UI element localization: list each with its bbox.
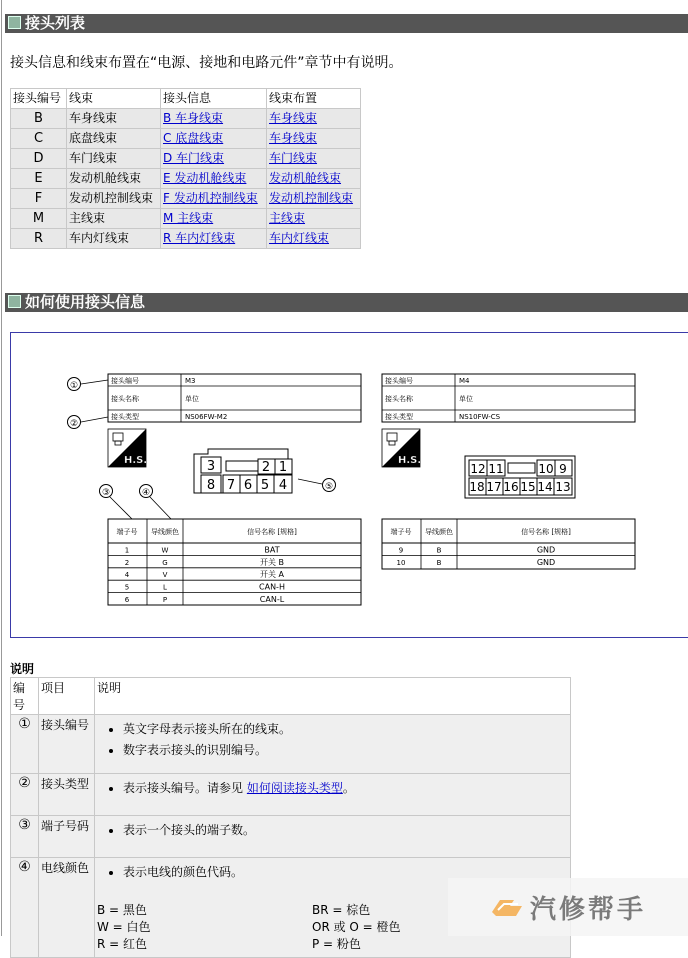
header-cell: 线束 <box>67 89 161 109</box>
callout-label: ④ <box>141 488 151 498</box>
connector-code: C <box>11 129 67 149</box>
terminal-label: 15 <box>520 480 536 494</box>
harness-layout <box>267 189 361 209</box>
terminal-signal: CAN-H <box>259 582 285 592</box>
row-item: 接头编号 <box>39 715 95 774</box>
harness-layout-link[interactable]: 发动机舱线束 <box>269 171 342 185</box>
header-cell: 说明 <box>95 678 571 715</box>
bullet-text: • 数字表示接头的识别编号。 <box>123 741 568 758</box>
callout-5 <box>298 479 336 493</box>
bullet-text: • 英文字母表示接头所在的线束。 <box>123 720 568 737</box>
harness-name: 发动机舱线束 <box>67 169 161 189</box>
watermark-text: 汽修帮手 <box>529 894 646 925</box>
connector-info <box>161 189 267 209</box>
table-row <box>11 149 361 169</box>
terminal-signal: 开关 B <box>259 557 285 567</box>
harness-name: 底盘线束 <box>67 129 161 149</box>
connector-info <box>161 109 267 129</box>
terminal-no: 9 <box>398 546 404 555</box>
bullet-suffix: 。 <box>342 781 355 795</box>
harness-name: 车内灯线束 <box>67 229 161 249</box>
callout-label: ① <box>69 381 79 391</box>
table-row <box>11 816 571 858</box>
harness-layout <box>267 229 361 249</box>
table-header: 信号名称 [规格] <box>521 528 571 536</box>
terminal-color: B <box>436 546 442 555</box>
header-cell: 编号 <box>11 678 39 715</box>
callout-4 <box>140 485 172 520</box>
connector-info <box>161 129 267 149</box>
harness-layout <box>267 169 361 189</box>
bullet-text: • 表示电线的颜色代码。 <box>123 863 568 880</box>
harness-layout-link[interactable]: 车门线束 <box>269 151 318 165</box>
row-item: 接头类型 <box>39 774 95 816</box>
bullet-square-icon <box>8 295 21 308</box>
callout-label: ② <box>69 419 79 429</box>
connector-table <box>10 88 361 249</box>
left-terminal-table <box>108 519 361 605</box>
harness-name: 主线束 <box>67 209 161 229</box>
label-connector-type: 接头类型 <box>385 413 413 421</box>
value-connector-no: M4 <box>459 377 470 385</box>
intro-text: 接头信息和线束布置在“电源、接地和电路元件”章节中有说明。 <box>10 55 403 71</box>
terminal-label: 8 <box>206 478 216 493</box>
harness-layout <box>267 149 361 169</box>
terminal-no: 10 <box>396 558 406 567</box>
harness-name: 发动机控制线束 <box>67 189 161 209</box>
table-header: 导线颜色 <box>151 528 179 536</box>
connector-info <box>161 169 267 189</box>
terminal-label: 9 <box>559 462 567 476</box>
harness-layout-link[interactable]: 主线束 <box>269 211 306 225</box>
terminal-signal: GND <box>536 557 556 567</box>
terminal-label: 13 <box>555 480 571 494</box>
table-row <box>11 715 571 774</box>
table-row <box>11 774 571 816</box>
callout-label: ③ <box>101 488 111 498</box>
header-cell: 接头信息 <box>161 89 267 109</box>
section-title: 如何使用接头信息 <box>25 293 146 311</box>
hs-icon <box>382 429 421 467</box>
terminal-no: 6 <box>124 596 130 604</box>
right-connector-header <box>382 374 635 422</box>
terminal-label: 3 <box>206 459 216 474</box>
connector-code: R <box>11 229 67 249</box>
bullet-text <box>123 779 568 796</box>
terminal-color: P <box>162 596 168 604</box>
value-connector-no: M3 <box>185 377 196 385</box>
connector-info-link[interactable]: R 车内灯线束 <box>163 231 236 245</box>
harness-layout-link[interactable]: 车内灯线束 <box>269 231 330 245</box>
watermark <box>448 878 688 936</box>
table-header: 端子号 <box>116 528 138 536</box>
table-header-row <box>11 678 571 715</box>
terminal-label: 4 <box>278 478 288 493</box>
section-header-how-to-use <box>5 293 688 312</box>
connector-code: F <box>11 189 67 209</box>
value-connector-type: NS06FW-M2 <box>185 413 228 421</box>
terminal-label: 11 <box>488 462 504 476</box>
row-item: 端子号码 <box>39 816 95 858</box>
connector-info-link[interactable]: C 底盘线束 <box>163 131 224 145</box>
color-code: W = 白色 <box>97 920 151 934</box>
watermark-logo-icon <box>490 894 524 920</box>
connector-code: B <box>11 109 67 129</box>
connector-info-diagram <box>10 332 688 638</box>
table-row <box>11 229 361 249</box>
value-connector-type: NS10FW-CS <box>459 413 501 421</box>
label-connector-name: 接头名称 <box>111 395 139 403</box>
connector-info <box>161 209 267 229</box>
harness-layout-link[interactable]: 车身线束 <box>269 111 318 125</box>
explanation-title: 说明 <box>10 662 35 676</box>
table-row <box>11 129 361 149</box>
value-connector-name: 单位 <box>459 395 473 403</box>
label-connector-no: 接头编号 <box>111 377 139 385</box>
terminal-color: V <box>162 571 168 580</box>
color-code: OR 或 O = 橙色 <box>312 920 401 934</box>
header-cell: 线束布置 <box>267 89 361 109</box>
label-connector-name: 接头名称 <box>385 395 413 403</box>
terminal-color: W <box>161 546 169 555</box>
table-header: 导线颜色 <box>425 528 453 536</box>
value-connector-name: 单位 <box>185 395 199 403</box>
section-title: 接头列表 <box>25 14 86 32</box>
harness-layout <box>267 109 361 129</box>
bullet-square-icon <box>8 16 21 29</box>
row-description <box>95 774 571 816</box>
header-cell: 项目 <box>39 678 95 715</box>
bullet-prefix: 表示接头编号。请参见 <box>123 781 244 795</box>
terminal-label: 2 <box>261 460 271 475</box>
row-item: 电线颜色 <box>39 858 95 958</box>
row-number: ④ <box>11 858 39 958</box>
harness-layout <box>267 209 361 229</box>
terminal-color: L <box>163 583 167 592</box>
label-connector-type: 接头类型 <box>111 413 139 421</box>
header-cell: 接头编号 <box>11 89 67 109</box>
harness-layout <box>267 129 361 149</box>
left-border-line <box>1 0 2 936</box>
terminal-label: 1 <box>278 460 288 475</box>
table-row <box>11 189 361 209</box>
terminal-signal: CAN-L <box>259 595 285 604</box>
terminal-label: 17 <box>486 480 502 494</box>
color-code: B = 黑色 <box>97 903 147 917</box>
connector-info-link[interactable]: M 主线束 <box>163 211 214 225</box>
connector-info <box>161 229 267 249</box>
terminal-no: 1 <box>124 546 130 555</box>
terminal-no: 2 <box>124 558 130 567</box>
table-row <box>11 209 361 229</box>
terminal-label: 6 <box>243 478 253 493</box>
callout-label: ⑤ <box>324 482 334 492</box>
terminal-no: 5 <box>124 583 130 592</box>
callout-1 <box>68 378 109 392</box>
connector-code: E <box>11 169 67 189</box>
hs-label: H.S. <box>398 455 422 466</box>
connector-info <box>161 149 267 169</box>
terminal-no: 4 <box>124 571 130 580</box>
right-terminal-table <box>382 519 635 569</box>
row-number: ③ <box>11 816 39 858</box>
left-connector-header <box>108 374 361 422</box>
table-row <box>11 109 361 129</box>
row-description <box>95 715 571 774</box>
harness-name: 车门线束 <box>67 149 161 169</box>
left-connector-face <box>194 449 292 493</box>
hs-label: H.S. <box>124 455 148 466</box>
table-header-row <box>11 89 361 109</box>
terminal-label: 10 <box>538 462 554 476</box>
connector-info-link[interactable]: E 发动机舱线束 <box>163 171 247 185</box>
terminal-signal: 开关 A <box>259 570 285 580</box>
section-header-connector-list <box>5 14 688 33</box>
harness-layout-link[interactable]: 发动机控制线束 <box>269 191 354 205</box>
color-code: P = 粉色 <box>312 937 361 951</box>
table-row <box>11 169 361 189</box>
terminal-label: 14 <box>537 480 553 494</box>
label-connector-no: 接头编号 <box>385 377 413 385</box>
table-header: 端子号 <box>390 528 412 536</box>
connector-type-link[interactable]: 如何阅读接头类型 <box>246 781 343 795</box>
harness-name: 车身线束 <box>67 109 161 129</box>
callout-2 <box>68 416 109 430</box>
connector-code: D <box>11 149 67 169</box>
table-header: 信号名称 [规格] <box>247 528 297 536</box>
hs-icon <box>108 429 147 467</box>
connector-info-link[interactable]: D 车门线束 <box>163 151 225 165</box>
connector-info-link[interactable]: F 发动机控制线束 <box>163 191 258 205</box>
terminal-label: 12 <box>470 462 486 476</box>
color-code: R = 红色 <box>97 937 148 951</box>
terminal-signal: BAT <box>264 545 280 555</box>
bullet-text: • 表示一个接头的端子数。 <box>123 821 568 838</box>
terminal-label: 16 <box>503 480 519 494</box>
terminal-label: 18 <box>469 480 485 494</box>
terminal-label: 5 <box>260 478 270 493</box>
terminal-color: G <box>162 558 168 567</box>
terminal-signal: GND <box>536 545 556 555</box>
connector-info-link[interactable]: B 车身线束 <box>163 111 224 125</box>
row-description <box>95 816 571 858</box>
callout-3 <box>100 485 133 520</box>
row-number: ② <box>11 774 39 816</box>
row-number: ① <box>11 715 39 774</box>
terminal-label: 7 <box>226 478 236 493</box>
harness-layout-link[interactable]: 车身线束 <box>269 131 318 145</box>
color-code: BR = 棕色 <box>312 903 371 917</box>
right-connector-face <box>465 456 575 498</box>
terminal-color: B <box>436 558 442 567</box>
connector-code: M <box>11 209 67 229</box>
